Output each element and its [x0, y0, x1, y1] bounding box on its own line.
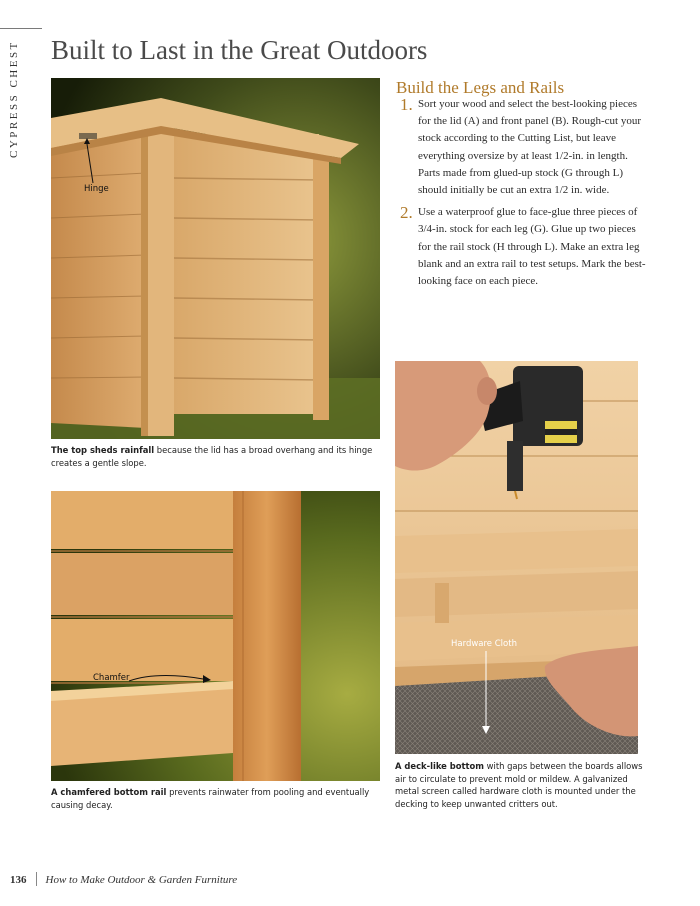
caption-2-text: prevents rainwater from pooling and eventually causing decay.: [51, 787, 370, 810]
callout-chamfer: Chamfer: [93, 673, 130, 683]
caption-3-bold: A deck-like bottom: [395, 761, 485, 771]
step-number: 1.: [400, 95, 413, 114]
caption-photo-1: [51, 444, 381, 469]
chamfer-illustration: [51, 491, 380, 781]
page-footer: [10, 872, 237, 886]
step-item: [400, 96, 650, 199]
footer-divider: [36, 872, 37, 886]
section-heading: Build the Legs and Rails: [396, 78, 565, 97]
callout-hardware-cloth: Hardware Cloth: [451, 639, 517, 649]
deck-bottom-illustration: [395, 361, 638, 754]
step-number: 2.: [400, 203, 413, 223]
caption-2-bold: A chamfered bottom rail: [51, 787, 167, 797]
steps-list: [400, 96, 650, 295]
caption-photo-2: [51, 786, 381, 811]
step-text: Use a waterproof glue to face-glue three pieces of 3/4-in. stock for each leg (G). Glue up two pieces for the rail stock (H through L). Make an extra leg blank and an extra rail to test setups. Mark the best-looking face on each piece.: [418, 206, 646, 288]
caption-1-bold: The top sheds rainfall: [51, 445, 155, 455]
step-text: Sort your wood and select the best-looking pieces for the lid (A) and front panel (B). Rough-cut your stock according to the Cutting List, but leave everything oversize by at least 1/2-in. in length. Parts made from glued-up stock (G through L) should initially be cut an extra 1/2 in. wide.: [418, 98, 641, 197]
caption-1-text: because the lid has a broad overhang and its hinge creates a gentle slope.: [51, 445, 373, 468]
side-rule: [0, 28, 42, 29]
chapter-side-label: CYPRESS CHEST: [8, 40, 20, 158]
step-item: [400, 204, 650, 290]
page-title: Built to Last in the Great Outdoors: [51, 35, 428, 65]
chest-lid-illustration: [51, 78, 380, 439]
book-title: How to Make Outdoor & Garden Furniture: [45, 874, 238, 886]
photo-deck-bottom: [395, 361, 638, 754]
photo-chest-lid: [51, 78, 380, 439]
caption-photo-3: [395, 760, 643, 810]
photo-chamfer-rail: [51, 491, 380, 781]
callout-hinge: Hinge: [84, 184, 109, 194]
caption-3-text: with gaps between the boards allows air to circulate to prevent mold or mildew. A galvanized metal screen called hardware cloth is mounted under the decking to keep unwanted critters out.: [395, 761, 643, 809]
page-number: 136: [10, 874, 27, 886]
